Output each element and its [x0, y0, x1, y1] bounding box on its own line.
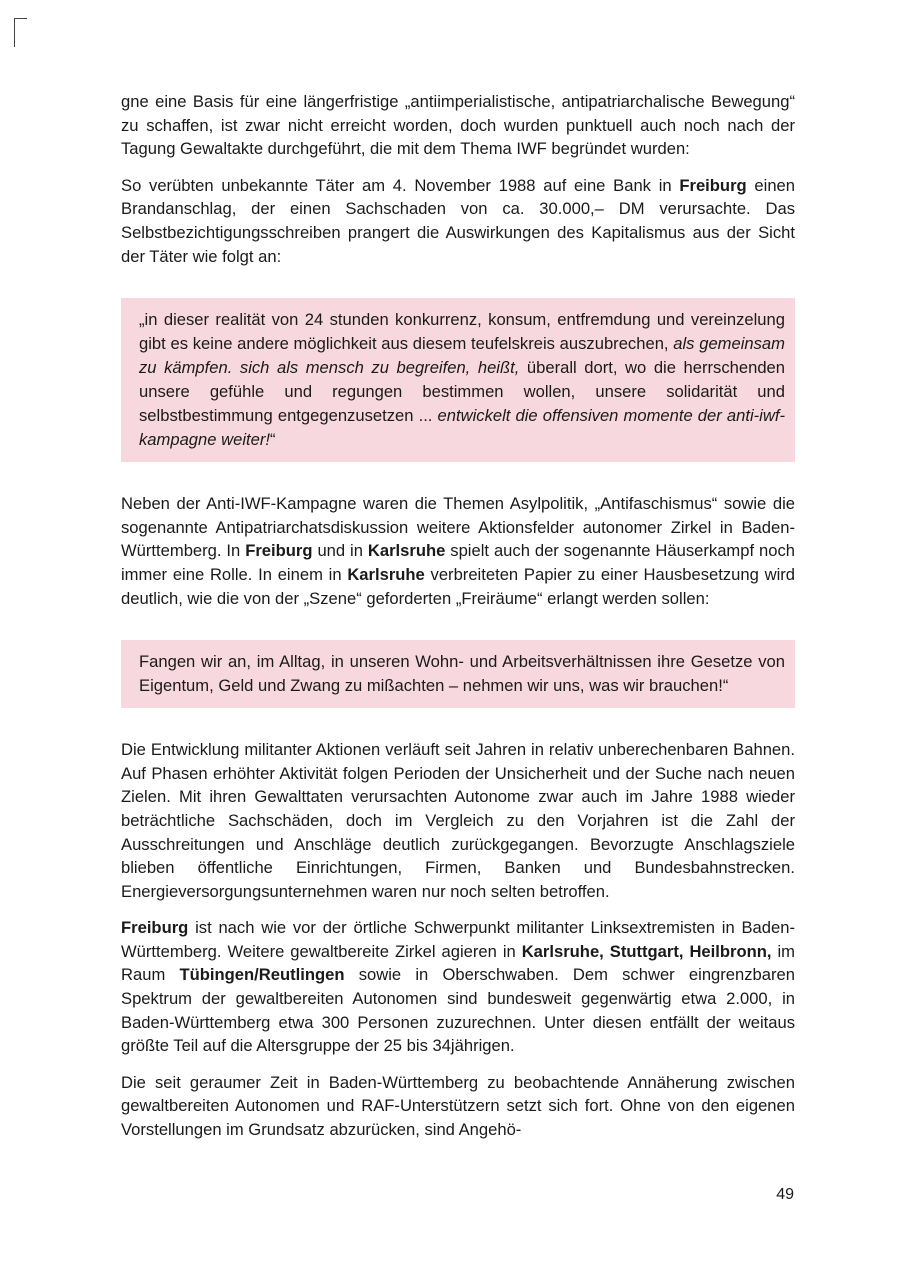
italic-run: entwickelt die offensiven momente der anti-iwf-kampagne weiter!	[139, 406, 785, 450]
paragraph-3	[121, 492, 795, 610]
page-number: 49	[776, 1186, 794, 1203]
paragraph-6: Die seit geraumer Zeit in Baden-Württemberg zu beobachtende Annäherung zwischen gewaltbereiten Autonomen und RAF-Unterstützern setzt sich fort. Ohne von den eigenen Vorstellungen im Grundsatz abzurücken, sind Angehö-	[121, 1072, 795, 1140]
text-run: verbreiteten Papier zu einer Hausbesetzung wird deutlich, wie die von der „Szene“ geforderten „Freiräume“ erlangt werden sollen:	[121, 564, 796, 608]
text-run: So verübten unbekannte Täter am 4. November 1988 auf eine Bank in	[121, 175, 680, 195]
quote-block-2	[121, 640, 795, 708]
text-run: „in dieser realität von 24 stunden konkurrenz, konsum, entfremdung und vereinzelung gibt es keine andere möglichkeit aus diesem teufelskreis auszubrechen,	[139, 310, 785, 354]
place-karlsruhe: Karlsruhe	[347, 564, 425, 584]
text-run: ist nach wie vor der örtliche Schwerpunkt militanter Linksextremisten in Baden-Württemberg. Weitere gewaltbereite Zirkel agieren in	[121, 918, 795, 961]
paragraph-4: Die Entwicklung militanter Aktionen verläuft seit Jahren in relativ unberechenbaren Bahnen. Auf Phasen erhöhter Aktivität folgen Perioden der Unsicherheit und der Suche nach neuen Zielen. Mit ihren Gewalttaten verursachten Autonome zwar auch im Jahre 1988 wieder beträchtliche Sachschäden, doch im Vergleich zu den Vorjahren ist die Zahl der Ausschreitungen und Anschläge deutlich zurückgegangen. Bevorzugte Anschlagsziele blieben öffentliche Einrichtungen, Firmen, Banken und Bundesbahnstrecken. Energieversorgungsunternehmen waren nur noch selten betroffen.	[121, 740, 795, 901]
crop-mark	[14, 18, 27, 47]
quote-block-1	[121, 298, 795, 462]
text-run: Neben der Anti-IWF-Kampagne waren die Themen Asylpolitik, „Antifaschismus“ sowie die sogenannte Antipatriarchatsdiskussion weitere Aktionsfelder autonomer Zirkel in Baden-Württemberg. In	[121, 494, 795, 561]
text-run: und in	[312, 541, 368, 561]
text-run: überall dort, wo die herrschenden unsere gefühle und regungen bestimmen wollen, unsere solidarität und selbstbestimmung entgegenzusetzen ...	[139, 358, 785, 426]
quote-text: Fangen wir an, im Alltag, in unseren Wohn- und Arbeitsverhältnissen ihre Gesetze von Eigentum, Geld und Zwang zu mißachten – nehmen wir uns, was wir brauchen!“	[139, 652, 785, 696]
text-run: spielt auch der sogenannte Häuserkampf noch immer eine Rolle. In einem in	[121, 541, 795, 584]
place-tuebingen-reutlingen: Tübingen/Reutlingen	[179, 965, 345, 985]
paragraph-2	[121, 174, 795, 268]
place-freiburg: Freiburg	[679, 175, 747, 195]
place-karlsruhe: Karlsruhe	[367, 541, 446, 561]
page-body	[121, 90, 795, 1155]
paragraph-1: gne eine Basis für eine längerfristige „antiimperialistische, antipatriarchalische Bewegung“ zu schaffen, ist zwar nicht erreicht worden, doch wurden punktuell auch noch nach der Tagung Gewaltakte durchgeführt, die mit dem Thema IWF begründet wurden:	[121, 92, 795, 159]
italic-run: sich als mensch zu begreifen, heißt,	[232, 358, 520, 378]
italic-run: als gemeinsam zu kämpfen.	[139, 334, 785, 378]
place-freiburg: Freiburg	[121, 918, 189, 938]
text-run: einen Brandanschlag, der einen Sachschaden von ca. 30.000,– DM verursachte. Das Selbstbezichtigungsschreiben prangert die Auswirkungen des Kapitalismus aus der Sicht der Täter wie folgt an:	[121, 175, 796, 266]
place-list: Karlsruhe, Stuttgart, Heilbronn,	[521, 941, 772, 961]
place-freiburg: Freiburg	[245, 541, 313, 561]
text-run: “	[269, 430, 276, 450]
text-run: im Raum	[121, 941, 795, 985]
paragraph-5	[121, 916, 795, 1058]
quote-text	[139, 308, 785, 452]
text-run: sowie in Oberschwaben. Dem schwer eingrenzbaren Spektrum der gewaltbereiten Autonomen sind bundesweit gegenwärtig etwa 2.000, in Baden-Württemberg etwa 300 Personen zuzurechnen. Unter diesen entfällt der weitaus größte Teil auf die Altersgruppe der 25 bis 34jährigen.	[121, 965, 795, 1056]
